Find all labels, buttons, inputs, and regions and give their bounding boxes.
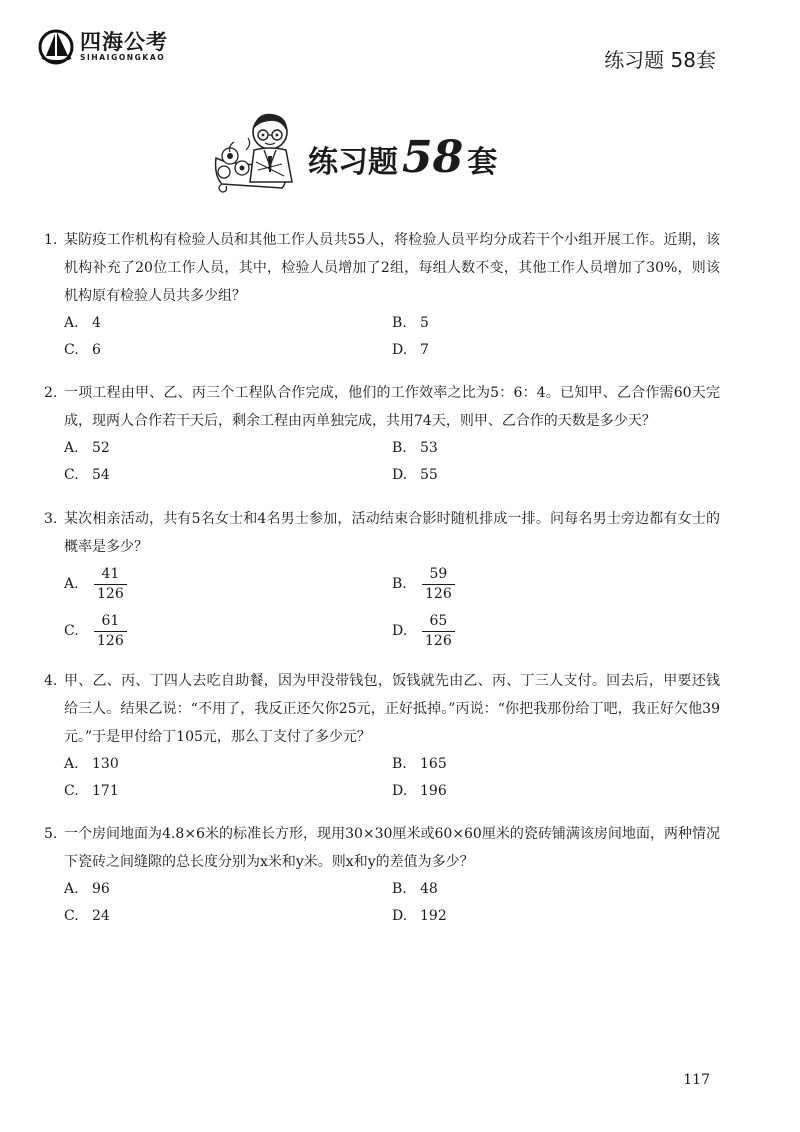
option-c[interactable] (64, 337, 392, 364)
fraction-numerator: 65 (429, 613, 448, 629)
question-2 (44, 379, 720, 489)
logo-subtitle: SIHAIGONGKAO (80, 53, 166, 62)
option-d[interactable] (392, 903, 720, 930)
option-c[interactable] (64, 462, 392, 489)
sailboat-logo-icon (38, 28, 74, 66)
option-text: 54 (92, 467, 110, 483)
fraction-numerator: 59 (429, 566, 448, 582)
banner-title-suffix: 套 (467, 145, 498, 180)
option-d[interactable] (392, 337, 720, 364)
option-text: 96 (92, 881, 110, 897)
option-letter: A. (64, 315, 79, 331)
section-banner (212, 106, 532, 196)
option-text: 171 (92, 783, 119, 799)
logo (38, 28, 168, 66)
question-number: 4. (44, 673, 58, 689)
logo-name: 四海公考 (80, 30, 168, 54)
fraction-denominator: 126 (94, 584, 127, 603)
option-letter: D. (392, 783, 408, 799)
option-letter: C. (64, 783, 79, 799)
cartoon-teacher-illustration-icon (212, 106, 308, 196)
question-stem: 某防疫工作机构有检验人员和其他工作人员共55人，将检验人员平均分成若干个小组开展工作。近期，该机构补充了20位工作人员，其中，检验人员增加了2组，每组人数不变，其他工作人员增加了30%，则该机构原有检验人员共多少组？ (64, 232, 720, 304)
question-stem: 一项工程由甲、乙、丙三个工程队合作完成，他们的工作效率之比为5：6：4。已知甲、乙合作需60天完成，现两人合作若干天后，剩余工程由丙单独完成，共用74天，则甲、乙合作的天数是多少天？ (64, 385, 720, 429)
option-b[interactable] (392, 751, 720, 778)
option-d[interactable] (392, 462, 720, 489)
header-title: 练习题 58套 (604, 48, 716, 72)
option-letter: B. (392, 756, 407, 772)
option-letter: C. (64, 467, 79, 483)
option-text: 7 (420, 342, 429, 358)
option-letter: A. (64, 756, 79, 772)
option-letter: D. (392, 342, 408, 358)
option-fraction (94, 566, 127, 603)
option-d[interactable] (392, 608, 720, 655)
option-letter: B. (392, 440, 407, 456)
option-text: 52 (92, 440, 110, 456)
banner-title (308, 132, 497, 183)
option-letter: D. (392, 623, 408, 639)
option-letter: C. (64, 908, 79, 924)
option-letter: B. (392, 315, 407, 331)
option-b[interactable] (392, 876, 720, 903)
option-letter: A. (64, 576, 79, 592)
option-text: 24 (92, 908, 110, 924)
banner-title-prefix: 练习题 (308, 145, 398, 180)
option-b[interactable] (392, 561, 720, 608)
option-letter: C. (64, 342, 79, 358)
question-stem: 一个房间地面为4.8×6米的标准长方形，现用30×30厘米或60×60厘米的瓷砖铺满该房间地面，两种情况下瓷砖之间缝隙的总长度分别为x米和y米。则x和y的差值为多少？ (64, 826, 720, 870)
question-number: 1. (44, 232, 58, 248)
option-fraction (422, 613, 455, 650)
option-a[interactable] (64, 751, 392, 778)
fraction-denominator: 126 (422, 631, 455, 650)
option-letter: A. (64, 440, 79, 456)
question-stem: 甲、乙、丙、丁四人去吃自助餐，因为甲没带钱包，饭钱就先由乙、丙、丁三人支付。回去后，甲要还钱给三人。结果乙说：“不用了，我反正还欠你25元，正好抵掉。”丙说：“你把我那份给丁吧，我正好欠他39元。”于是甲付给丁105元，那么丁支付了多少元？ (64, 673, 720, 745)
option-a[interactable] (64, 310, 392, 337)
option-letter: B. (392, 576, 407, 592)
option-text: 55 (420, 467, 438, 483)
question-number: 5. (44, 826, 58, 842)
fraction-numerator: 61 (101, 613, 120, 629)
question-number: 2. (44, 385, 58, 401)
question-number: 3. (44, 511, 58, 527)
question-stem: 某次相亲活动，共有5名女士和4名男士参加，活动结束合影时随机排成一排。问每名男士旁边都有女士的概率是多少？ (64, 511, 720, 555)
option-fraction (94, 613, 127, 650)
option-letter: D. (392, 467, 408, 483)
option-text: 4 (92, 315, 101, 331)
option-b[interactable] (392, 310, 720, 337)
page-number: 117 (683, 1072, 710, 1088)
option-fraction (422, 566, 455, 603)
question-5 (44, 820, 720, 930)
question-4 (44, 667, 720, 805)
option-c[interactable] (64, 903, 392, 930)
option-text: 130 (92, 756, 119, 772)
option-a[interactable] (64, 876, 392, 903)
option-letter: D. (392, 908, 408, 924)
option-text: 196 (420, 783, 447, 799)
question-1 (44, 226, 720, 364)
option-a[interactable] (64, 561, 392, 608)
fraction-denominator: 126 (94, 631, 127, 650)
option-text: 165 (420, 756, 447, 772)
option-c[interactable] (64, 778, 392, 805)
option-text: 6 (92, 342, 101, 358)
fraction-denominator: 126 (422, 584, 455, 603)
option-a[interactable] (64, 435, 392, 462)
option-letter: A. (64, 881, 79, 897)
banner-title-number: 58 (402, 132, 464, 183)
option-d[interactable] (392, 778, 720, 805)
option-c[interactable] (64, 608, 392, 655)
option-text: 5 (420, 315, 429, 331)
option-text: 192 (420, 908, 447, 924)
option-letter: B. (392, 881, 407, 897)
option-b[interactable] (392, 435, 720, 462)
option-text: 48 (420, 881, 438, 897)
fraction-numerator: 41 (101, 566, 120, 582)
option-letter: C. (64, 623, 79, 639)
option-text: 53 (420, 440, 438, 456)
question-3 (44, 505, 720, 655)
